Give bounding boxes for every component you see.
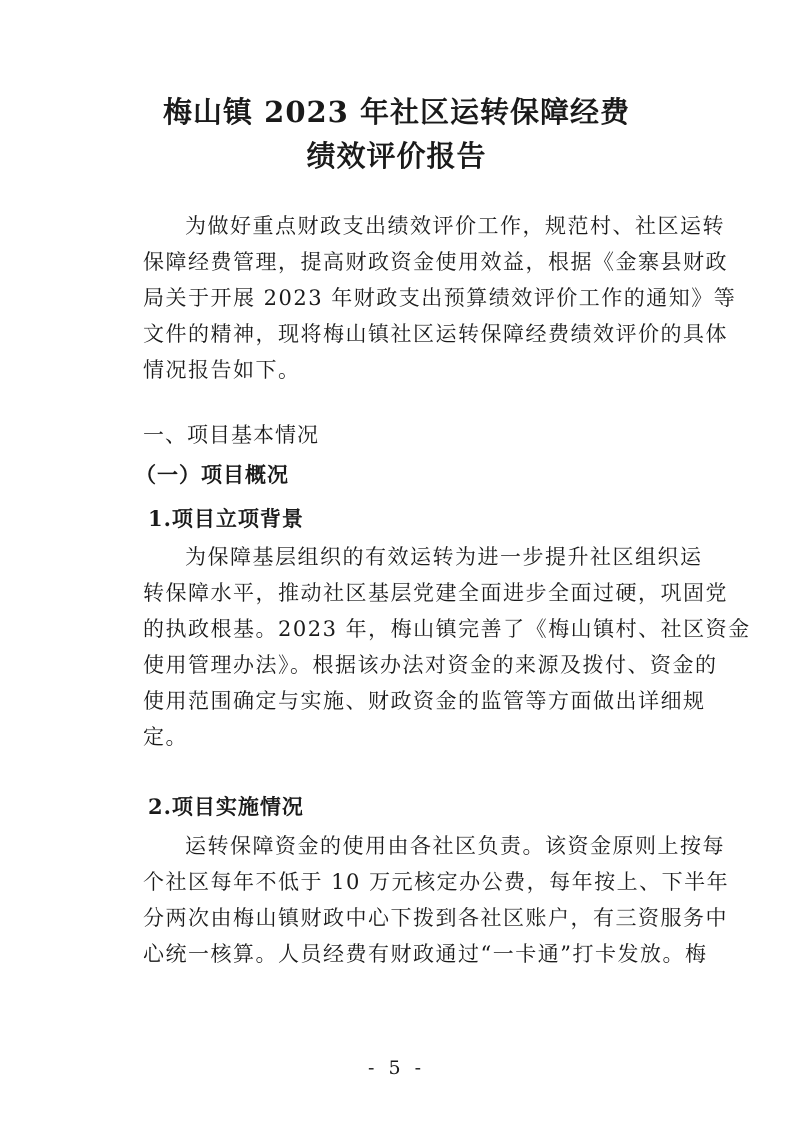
background-paragraph [143, 539, 751, 755]
subsection-heading-overview: （一）项目概况 [135, 462, 289, 487]
background-line: 使用管理办法》。根据该办法对资金的来源及拨付、资金的 [143, 653, 718, 677]
report-title-line-1: 梅山镇 2023 年社区运转保障经费 [163, 95, 630, 129]
background-line: 定。 [143, 725, 188, 749]
item-heading-implementation: 2.项目实施情况 [148, 794, 304, 819]
report-title-line-2: 绩效评价报告 [306, 139, 487, 173]
page-number: - 5 - [367, 1057, 425, 1079]
item-heading-background: 1.项目立项背景 [148, 506, 304, 531]
background-line: 使用范围确定与实施、财政资金的监管等方面做出详细规 [143, 689, 706, 713]
intro-line: 局关于开展 2023 年财政支出预算绩效评价工作的通知》等 [143, 286, 737, 310]
implementation-line: 个社区每年不低于 10 万元核定办公费，每年按上、下半年 [143, 870, 730, 894]
intro-line: 保障经费管理，提高财政资金使用效益，根据《金寨县财政 [143, 250, 728, 274]
implementation-line: 分两次由梅山镇财政中心下拨到各社区账户，有三资服务中 [143, 906, 728, 930]
background-line: 的执政根基。2023 年，梅山镇完善了《梅山镇村、社区资金 [143, 617, 751, 641]
intro-paragraph [143, 208, 737, 388]
implementation-line: 运转保障资金的使用由各社区负责。该资金原则上按每 [185, 834, 725, 858]
intro-line: 文件的精神，现将梅山镇社区运转保障经费绩效评价的具体 [143, 322, 728, 346]
background-line: 为保障基层组织的有效运转为进一步提升社区组织运 [185, 545, 703, 569]
section-heading-basic-info: 一、项目基本情况 [143, 423, 319, 447]
background-line: 转保障水平，推动社区基层党建全面进步全面过硬，巩固党 [143, 581, 728, 605]
intro-line: 为做好重点财政支出绩效评价工作，规范村、社区运转 [185, 214, 725, 238]
intro-line: 情况报告如下。 [143, 358, 301, 382]
implementation-paragraph [143, 828, 730, 972]
implementation-line: 心统一核算。人员经费有财政通过“一卡通”打卡发放。梅 [143, 942, 708, 966]
